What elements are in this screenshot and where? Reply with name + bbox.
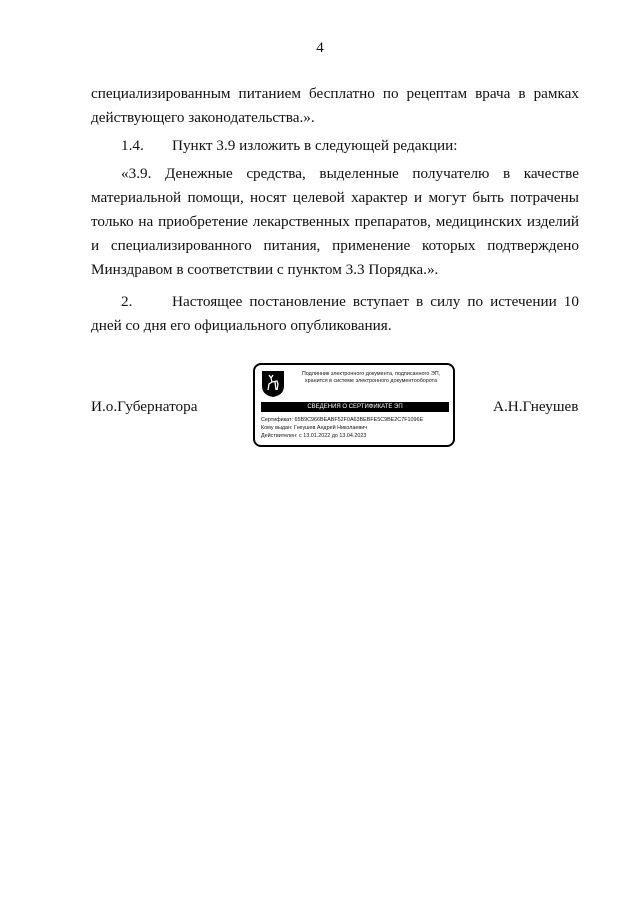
stamp-header-line: хранится в системе электронного документооборота bbox=[304, 378, 438, 384]
stamp-title: СВЕДЕНИЯ О СЕРТИФИКАТЕ ЭП bbox=[261, 402, 449, 412]
signatory-position: И.о.Губернатора bbox=[91, 398, 198, 415]
paragraph-line: специализированным питанием бесплатно по рецептам врача в рамках bbox=[91, 85, 579, 102]
stamp-header bbox=[291, 371, 451, 385]
paragraph-line: Настоящее постановление вступает в силу по истечении 10 bbox=[172, 293, 579, 310]
item-number: 1.4. bbox=[121, 137, 144, 154]
paragraph-line: только на приобретение лекарственных препаратов, медицинских изделий bbox=[91, 213, 579, 230]
paragraph-line: «3.9. Денежные средства, выделенные получателю в качестве bbox=[121, 165, 579, 182]
certificate-owner: Кому выдан: Гнеушев Андрей Николаевич bbox=[261, 425, 368, 431]
page-number: 4 bbox=[316, 40, 324, 56]
paragraph-line: действующего законодательства.». bbox=[91, 109, 315, 126]
paragraph-line: материальной помощи, носят целевой характер и могут быть потрачены bbox=[91, 189, 579, 206]
signatory-name: А.Н.Гнеушев bbox=[493, 398, 579, 415]
deer-coat-of-arms-icon bbox=[261, 370, 285, 398]
paragraph-line: дней со дня его официального опубликования. bbox=[91, 317, 392, 334]
certificate-validity: Действителен: с 13.01.2022 до 13.04.2023 bbox=[261, 433, 367, 439]
certificate-number: Сертификат: 65B9C966BEABF52F0A63BEBFE5C9BE2C7F1096E bbox=[261, 417, 424, 423]
paragraph-line: Минздравом в соответствии с пунктом 3.3 Порядка.». bbox=[91, 261, 439, 278]
paragraph-line: Пункт 3.9 изложить в следующей редакции: bbox=[172, 137, 458, 154]
item-number: 2. bbox=[121, 293, 133, 310]
e-signature-stamp bbox=[253, 363, 455, 447]
stamp-header-line: Подлинник электронного документа, подписанного ЭП, bbox=[301, 371, 441, 377]
paragraph-line: и специализированного питания, применение которых подтверждено bbox=[91, 237, 579, 254]
